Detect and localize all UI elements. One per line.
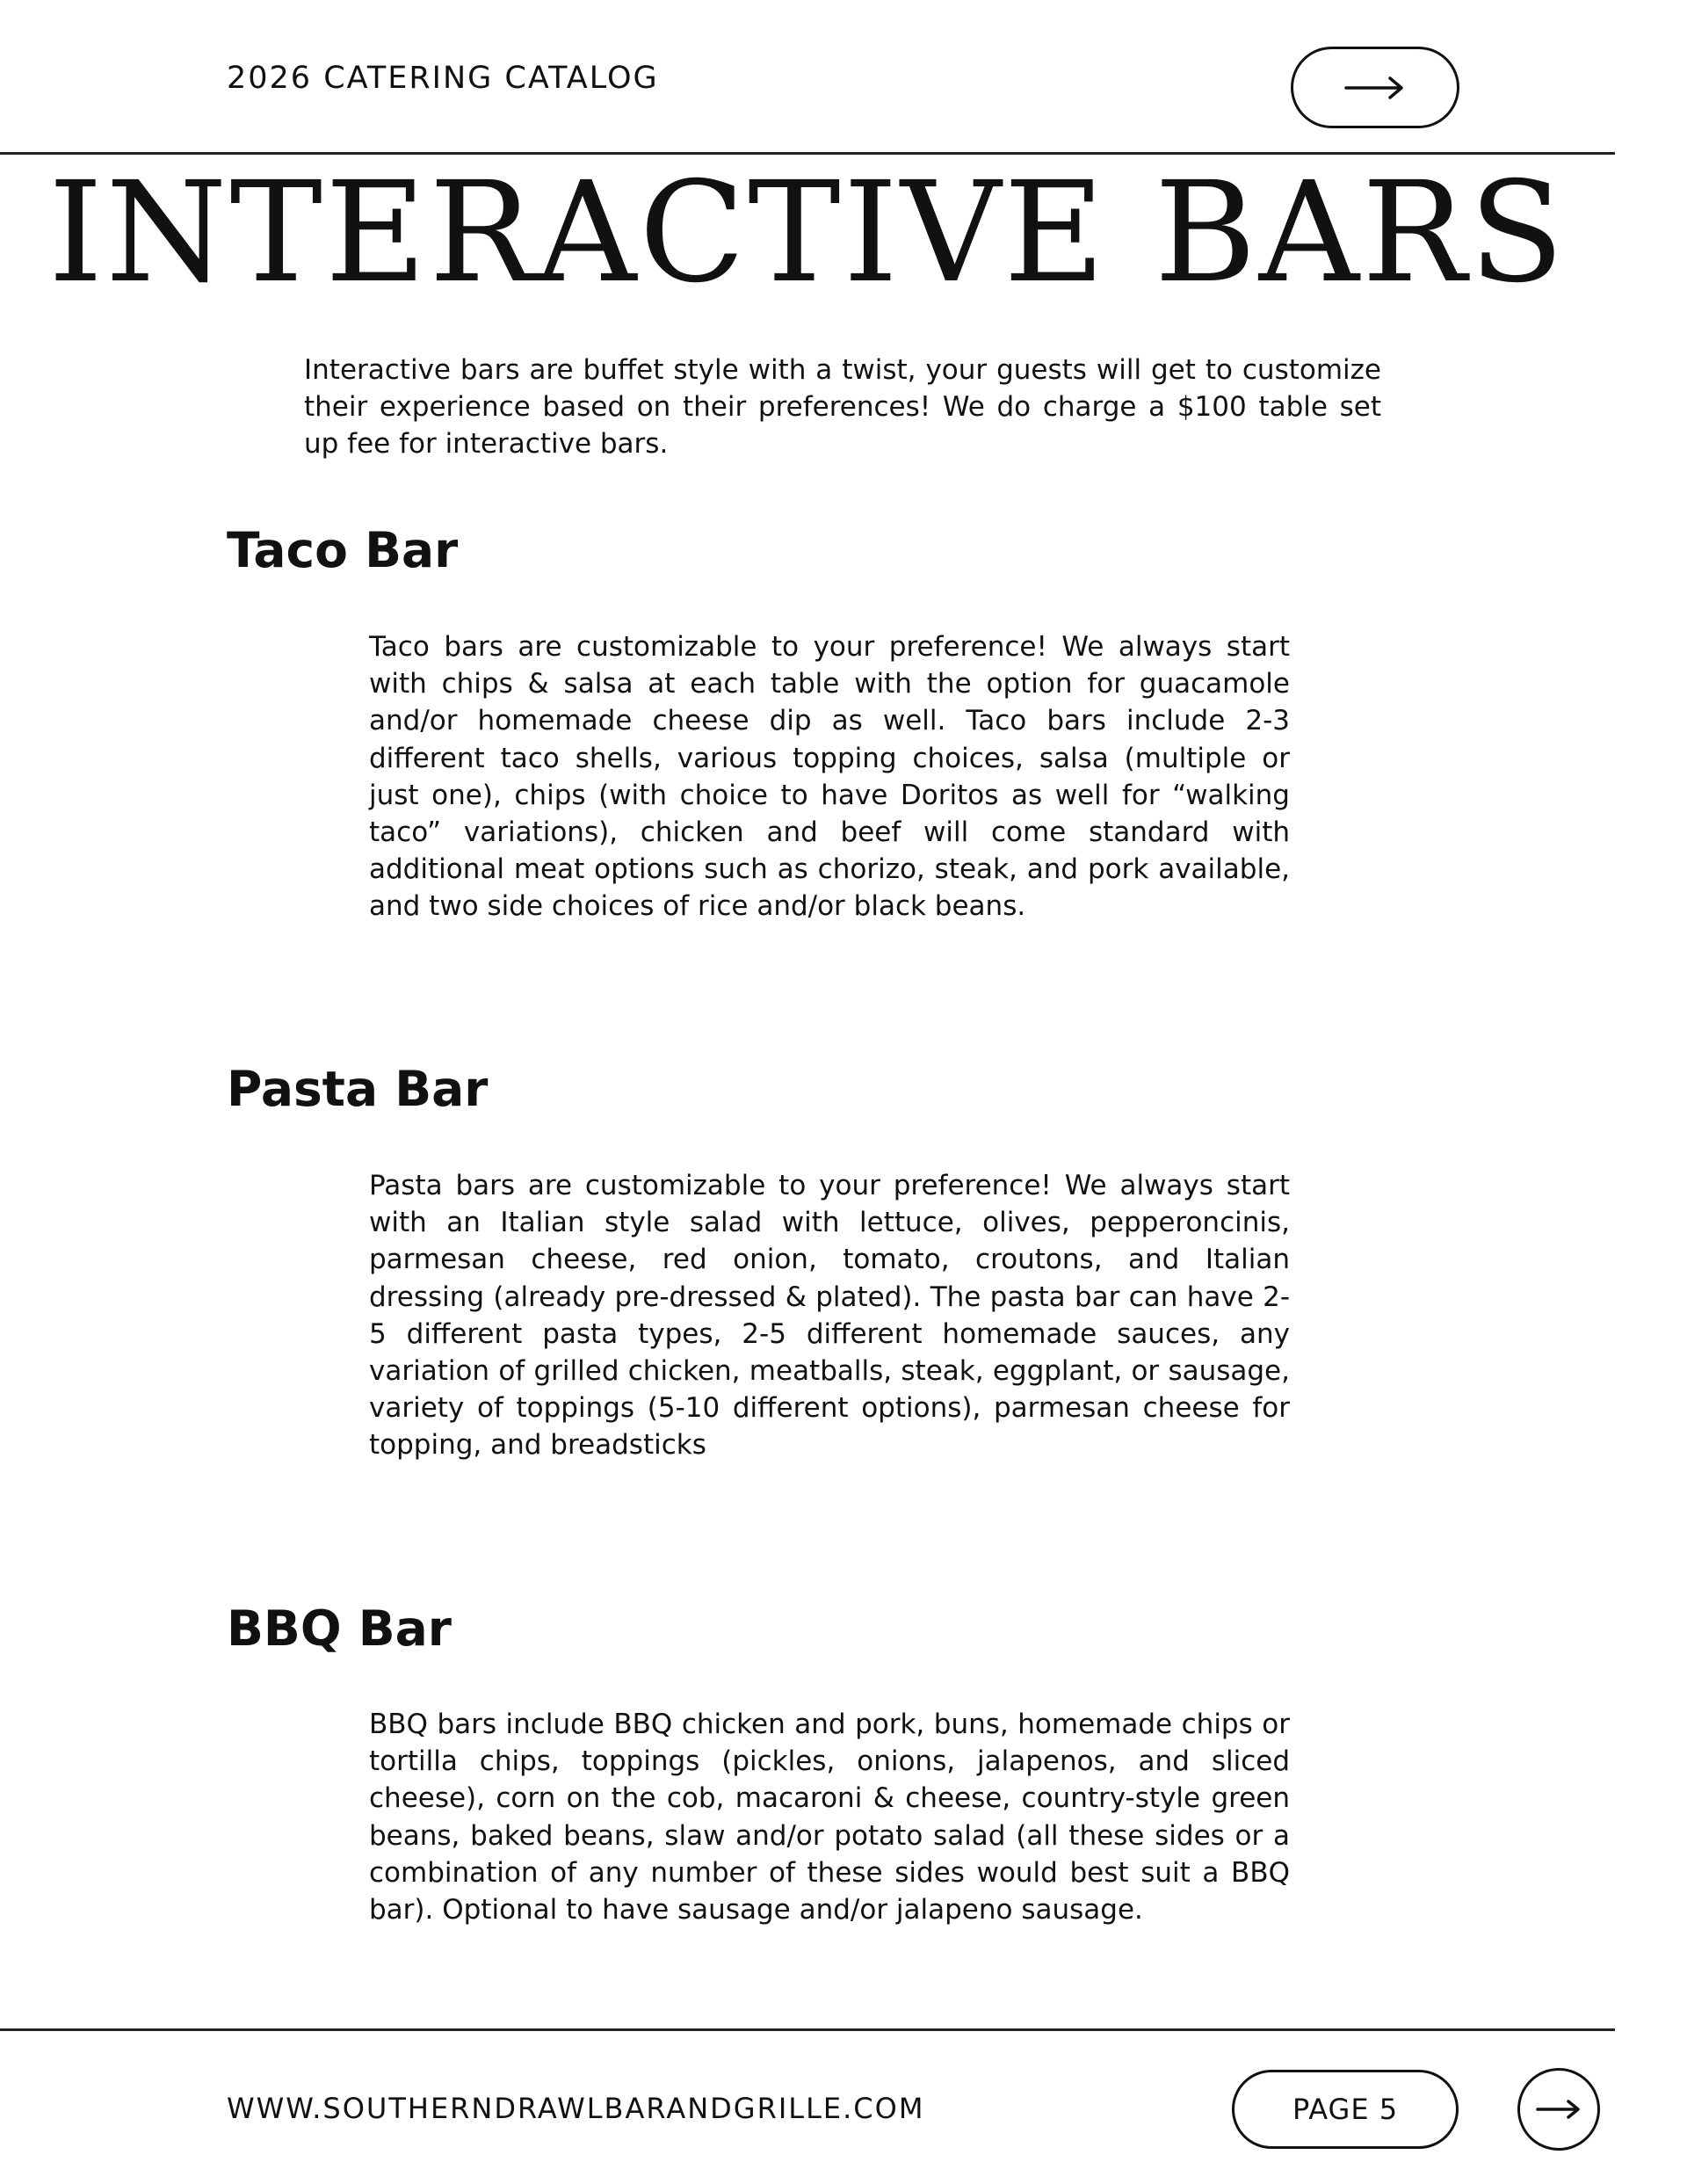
intro-paragraph: Interactive bars are buffet style with a twist, your guests will get to customize their experience based on their preferences! We do charge a $100 table set up fee for interactive bars. (304, 354, 1381, 460)
page-number-badge (1232, 2070, 1459, 2149)
page-number-label: PAGE 5 (1292, 2093, 1399, 2126)
footer-divider (0, 2028, 1615, 2031)
arrow-right-icon (1344, 75, 1406, 101)
website-link[interactable]: WWW.SOUTHERNDRAWLBARANDGRILLE.COM (227, 2092, 925, 2125)
section-body-pasta-bar: Pasta bars are customizable to your preference! We always start with an Italian style salad with lettuce, olives, pepperoncinis, parmesan cheese, red onion, tomato, croutons, and Italian dressing (already pre-dressed & plated). The pasta bar can have 2-5 different pasta types, 2-5 different homemade sauces, any variation of grilled chicken, meatballs, steak, eggplant, or sausage, variety of toppings (5-10 different options), parmesan cheese for topping, and breadsticks (369, 1170, 1290, 1462)
catalog-header-label: 2026 CATERING CATALOG (227, 61, 659, 96)
next-page-button-bottom[interactable] (1517, 2068, 1600, 2151)
section-body-taco-bar: Taco bars are customizable to your preference! We always start with chips & salsa at each table with the option for guacamole and/or homemade cheese dip as well. Taco bars include 2-3 different taco shells, various topping choices, salsa (multiple or just one), chips (with choice to have Doritos as well for “walking taco” variations), chicken and beef will come standard with additional meat options such as chorizo, steak, and pork available, and two side choices of rice and/or black beans. (369, 631, 1290, 923)
next-page-button-top[interactable] (1291, 47, 1459, 128)
section-title-pasta-bar: Pasta Bar (227, 1061, 489, 1117)
section-title-taco-bar: Taco Bar (227, 522, 459, 578)
arrow-right-icon (1536, 2098, 1582, 2121)
section-body-bbq-bar: BBQ bars include BBQ chicken and pork, buns, homemade chips or tortilla chips, toppings (pickles, onions, jalapenos, and sliced cheese), corn on the cob, macaroni & cheese, country-style green beans, baked beans, slaw and/or potato salad (all these sides or a combination of any number of these sides would best suit a BBQ bar). Optional to have sausage and/or jalapeno sausage. (369, 1709, 1290, 1926)
section-title-bbq-bar: BBQ Bar (227, 1600, 452, 1657)
page-title: INTERACTIVE BARS (47, 152, 1568, 314)
